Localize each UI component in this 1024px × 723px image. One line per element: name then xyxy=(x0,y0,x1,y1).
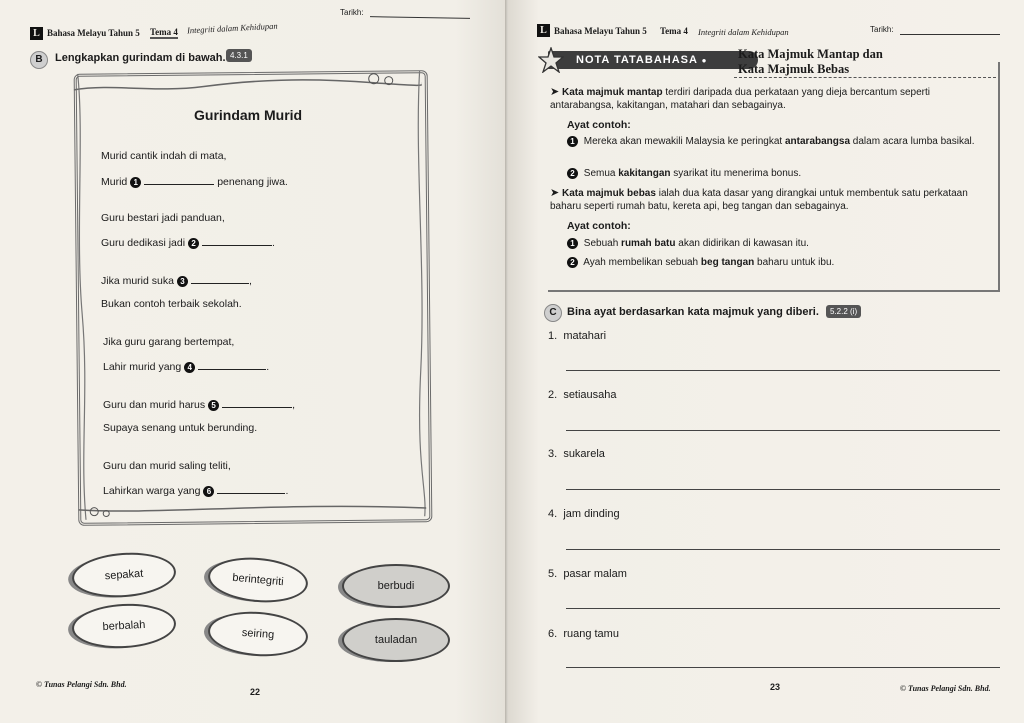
poem-title: Gurindam Murid xyxy=(194,107,303,123)
example-number-icon: 2 xyxy=(567,257,578,268)
nota-title: Kata Majmuk Mantap dan Kata Majmuk Bebas xyxy=(738,47,883,76)
item-1: 1. matahari xyxy=(548,330,607,342)
poem-line-3: Guru bestari jadi panduan, xyxy=(101,212,225,224)
skill-code: 4.3.1 xyxy=(226,49,252,62)
blank-number-2: 2 xyxy=(188,238,199,249)
example-number-icon: 2 xyxy=(567,168,578,179)
answer-blank-4[interactable] xyxy=(198,360,266,370)
answer-blank-1[interactable] xyxy=(144,175,214,185)
poem-line-10: Supaya senang untuk berunding. xyxy=(103,422,258,434)
word-bank-oval[interactable]: sepakat xyxy=(71,549,178,600)
arrow-icon: ➤ xyxy=(550,86,560,98)
item-4: 4. jam dinding xyxy=(548,508,620,520)
example-2: 2 Semua kakitangan syarikat itu menerima bonus. xyxy=(567,167,992,180)
poem-line-5: Jika murid suka 3 , xyxy=(101,275,252,287)
tarikh-line[interactable] xyxy=(900,34,1000,35)
answer-blank-2[interactable] xyxy=(202,236,272,246)
section-c-badge: C xyxy=(544,304,562,322)
poem-line-11: Guru dan murid saling teliti, xyxy=(103,460,231,472)
vine-border-decoration xyxy=(74,70,427,520)
left-page xyxy=(0,0,506,723)
answer-blank-6[interactable] xyxy=(217,484,285,494)
right-page xyxy=(508,0,1024,723)
section-c-instruction: Bina ayat berdasarkan kata majmuk yang diberi. xyxy=(567,306,819,318)
word-bank-oval[interactable]: berbalah xyxy=(71,601,177,650)
example-1: 1 Mereka akan mewakili Malaysia ke peringkat antarabangsa dalam acara lumba basikal. xyxy=(567,135,992,148)
ayat-contoh-label: Ayat contoh: xyxy=(567,220,631,232)
section-b-instruction: Lengkapkan gurindam di bawah. xyxy=(55,52,226,64)
poem-line-2: Murid 1 penenang jiwa. xyxy=(101,176,288,188)
page-number: 23 xyxy=(770,682,781,692)
star-icon xyxy=(538,47,564,73)
poem-line-9: Guru dan murid harus 5 , xyxy=(103,399,296,411)
tarikh-line[interactable] xyxy=(370,16,470,19)
item-5: 5. pasar malam xyxy=(548,568,627,580)
blank-number-1: 1 xyxy=(130,177,141,188)
poem-line-7: Jika guru garang bertempat, xyxy=(103,336,235,348)
word-bank-oval[interactable]: berintegriti xyxy=(206,554,309,607)
example-number-icon: 1 xyxy=(567,238,578,249)
tema-label: Tema 4 xyxy=(660,26,688,36)
book-title: Bahasa Melayu Tahun 5 xyxy=(554,26,647,36)
skill-code: 5.2.2 (i) xyxy=(826,305,861,318)
answer-line-6[interactable] xyxy=(566,667,1000,668)
example-4: 2 Ayah membelikan sebuah beg tangan baharu untuk ibu. xyxy=(567,256,992,269)
answer-line-4[interactable] xyxy=(566,549,1000,550)
page-number: 22 xyxy=(250,687,261,697)
section-b-badge: B xyxy=(30,51,48,69)
tarikh-label: Tarikh: xyxy=(870,25,894,34)
example-number-icon: 1 xyxy=(567,136,578,147)
answer-blank-3[interactable] xyxy=(191,274,249,284)
answer-line-1[interactable] xyxy=(566,370,1000,371)
book-logo-icon: L xyxy=(30,27,43,40)
answer-line-3[interactable] xyxy=(566,489,1000,490)
example-3: 1 Sebuah rumah batu akan didirikan di kawasan itu. xyxy=(567,237,992,250)
answer-line-2[interactable] xyxy=(566,430,1000,431)
answer-line-5[interactable] xyxy=(566,608,1000,609)
answer-blank-5[interactable] xyxy=(222,398,292,408)
poem-line-8: Lahir murid yang 4 . xyxy=(103,361,270,373)
nota-paragraph-2: ➤ Kata majmuk bebas ialah dua kata dasar yang dirangkai untuk membentuk satu perkataan baharu seperti rumah batu, kereta api, beg tangan dan sebagainya. xyxy=(550,187,968,212)
book-logo-icon: L xyxy=(537,24,550,37)
blank-number-4: 4 xyxy=(184,362,195,373)
footer-publisher: © Tunas Pelangi Sdn. Bhd. xyxy=(36,680,127,689)
ayat-contoh-label: Ayat contoh: xyxy=(567,119,631,131)
nota-paragraph-1: ➤ Kata majmuk mantap terdiri daripada dua perkataan yang dieja bercantum seperti antarabangsa, kakitangan, matahari dan sebagainya. xyxy=(550,86,930,111)
footer-publisher: © Tunas Pelangi Sdn. Bhd. xyxy=(900,684,991,693)
arrow-icon: ➤ xyxy=(550,187,560,199)
item-3: 3. sukarela xyxy=(548,448,605,460)
nota-banner: NOTA TATABAHASA ● xyxy=(548,51,758,69)
word-bank-oval[interactable]: tauladan xyxy=(342,618,450,662)
blank-number-6: 6 xyxy=(203,486,214,497)
item-2: 2. setiausaha xyxy=(548,389,617,401)
poem-line-4: Guru dedikasi jadi 2 . xyxy=(101,237,275,249)
nota-side-rule xyxy=(998,62,1002,292)
poem-line-6: Bukan contoh terbaik sekolah. xyxy=(101,298,242,310)
item-6: 6. ruang tamu xyxy=(548,628,619,640)
poem-line-12: Lahirkan warga yang 6 . xyxy=(103,485,289,497)
tema-title: Integriti dalam Kehidupan xyxy=(186,20,278,36)
word-bank-oval[interactable]: berbudi xyxy=(342,564,450,608)
blank-number-3: 3 xyxy=(177,276,188,287)
tema-label: Tema 4 xyxy=(150,27,178,37)
word-bank-oval[interactable]: seiring xyxy=(207,609,310,660)
book-title: Bahasa Melayu Tahun 5 xyxy=(47,28,140,38)
tema-title: Integriti dalam Kehidupan xyxy=(698,27,789,37)
blank-number-5: 5 xyxy=(208,400,219,411)
tarikh-label: Tarikh: xyxy=(340,8,364,17)
poem-line-1: Murid cantik indah di mata, xyxy=(101,150,227,162)
nota-divider xyxy=(734,77,996,78)
nota-bottom-rule xyxy=(548,290,1000,292)
